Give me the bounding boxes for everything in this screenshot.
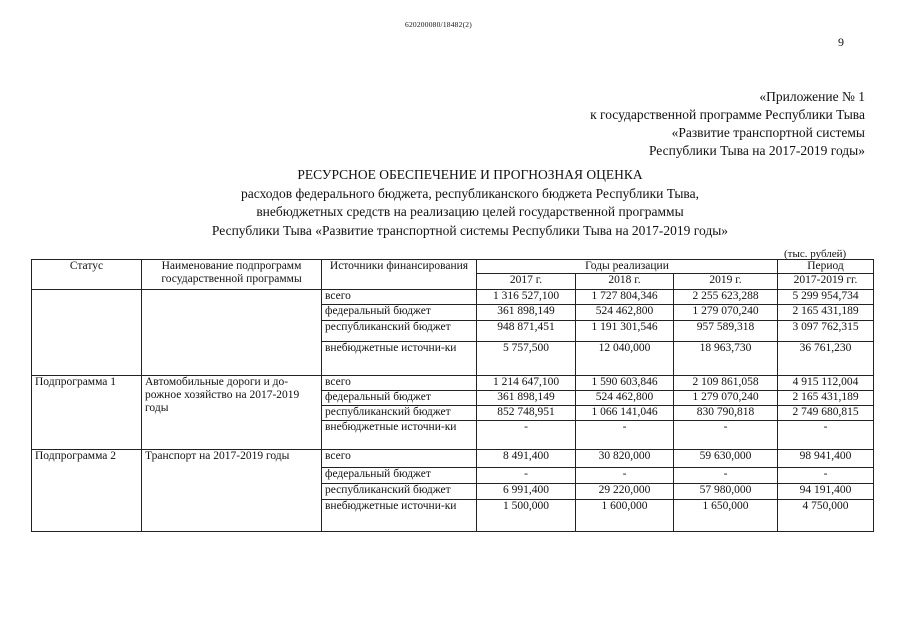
source-cell: республиканский бюджет [322, 321, 477, 342]
appendix-line: «Приложение № 1 [759, 89, 865, 104]
value-2019: 1 279 070,240 [674, 305, 778, 321]
units-label: (тыс. рублей) [784, 248, 847, 260]
group-status: Подпрограмма 1 [32, 376, 142, 450]
value-2018: 30 820,000 [576, 450, 674, 468]
header-year-2018: 2018 г. [576, 274, 674, 290]
value-total: 98 941,400 [778, 450, 874, 468]
value-2019: 1 279 070,240 [674, 391, 778, 406]
value-2017: - [477, 421, 576, 450]
source-cell: всего [322, 376, 477, 391]
header-years-group: Годы реализации [477, 260, 778, 274]
value-total: 2 165 431,189 [778, 391, 874, 406]
value-2019: - [674, 468, 778, 484]
appendix-line: Республики Тыва на 2017-2019 годы» [648, 143, 865, 158]
table-row [32, 450, 874, 468]
appendix-line: «Развитие транспортной системы [671, 125, 865, 140]
source-cell: внебюджетные источни-ки [322, 421, 477, 450]
value-2019: 830 790,818 [674, 406, 778, 421]
value-2019: 1 650,000 [674, 500, 778, 532]
value-total: - [778, 468, 874, 484]
value-2017: - [477, 468, 576, 484]
value-2018: 1 727 804,346 [576, 290, 674, 305]
value-total: 4 915 112,004 [778, 376, 874, 391]
source-cell: внебюджетные источни-ки [322, 342, 477, 376]
header-period-years: 2017-2019 гг. [778, 274, 874, 290]
value-2017: 1 500,000 [477, 500, 576, 532]
header-period: Период [778, 260, 874, 274]
title-line: расходов федерального бюджета, республиканского бюджета Республики Тыва, [241, 185, 699, 201]
document-title [120, 166, 820, 240]
resource-table [31, 259, 874, 532]
document-number: 620200080/18482(2) [405, 20, 472, 29]
value-2019: - [674, 421, 778, 450]
group-name [142, 290, 322, 376]
header-status: Статус [32, 260, 142, 290]
value-total: - [778, 421, 874, 450]
source-cell: всего [322, 290, 477, 305]
header-name: Наименование подпрограмм государственной программы [142, 260, 322, 290]
value-2017: 1 214 647,100 [477, 376, 576, 391]
value-2017: 1 316 527,100 [477, 290, 576, 305]
value-total: 4 750,000 [778, 500, 874, 532]
title-line: Республики Тыва «Развитие транспортной системы Республики Тыва на 2017-2019 годы» [211, 222, 729, 238]
source-cell: внебюджетные источни-ки [322, 500, 477, 532]
group-name: Транспорт на 2017-2019 годы [142, 450, 322, 532]
value-total: 3 097 762,315 [778, 321, 874, 342]
value-total: 94 191,400 [778, 484, 874, 500]
value-2019: 2 255 623,288 [674, 290, 778, 305]
value-2017: 361 898,149 [477, 305, 576, 321]
value-2018: - [576, 421, 674, 450]
value-total: 2 749 680,815 [778, 406, 874, 421]
value-2017: 5 757,500 [477, 342, 576, 376]
value-2019: 2 109 861,058 [674, 376, 778, 391]
source-cell: республиканский бюджет [322, 406, 477, 421]
group-status [32, 290, 142, 376]
table-row [32, 290, 874, 305]
value-2018: 524 462,800 [576, 305, 674, 321]
value-2018: 1 600,000 [576, 500, 674, 532]
value-2018: 29 220,000 [576, 484, 674, 500]
source-cell: федеральный бюджет [322, 391, 477, 406]
value-total: 36 761,230 [778, 342, 874, 376]
value-2017: 948 871,451 [477, 321, 576, 342]
value-total: 5 299 954,734 [778, 290, 874, 305]
value-2019: 57 980,000 [674, 484, 778, 500]
source-cell: федеральный бюджет [322, 468, 477, 484]
table-row [32, 376, 874, 391]
value-total: 2 165 431,189 [778, 305, 874, 321]
header-year-2019: 2019 г. [674, 274, 778, 290]
value-2017: 361 898,149 [477, 391, 576, 406]
value-2017: 6 991,400 [477, 484, 576, 500]
source-cell: всего [322, 450, 477, 468]
value-2019: 957 589,318 [674, 321, 778, 342]
group-status: Подпрограмма 2 [32, 450, 142, 532]
value-2018: 524 462,800 [576, 391, 674, 406]
page-number: 9 [838, 35, 844, 49]
appendix-heading [445, 88, 865, 160]
value-2018: 1 191 301,546 [576, 321, 674, 342]
group-name: Автомобильные дороги и до-рожное хозяйство на 2017-2019 годы [142, 376, 322, 450]
appendix-line: к государственной программе Республики Тыва [590, 107, 865, 122]
value-2018: 1 066 141,046 [576, 406, 674, 421]
header-year-2017: 2017 г. [477, 274, 576, 290]
value-2018: 12 040,000 [576, 342, 674, 376]
value-2017: 852 748,951 [477, 406, 576, 421]
value-2018: - [576, 468, 674, 484]
source-cell: федеральный бюджет [322, 305, 477, 321]
value-2019: 18 963,730 [674, 342, 778, 376]
title-line: внебюджетных средств на реализацию целей государственной программы [256, 204, 684, 219]
value-2019: 59 630,000 [674, 450, 778, 468]
value-2018: 1 590 603,846 [576, 376, 674, 391]
title-line: РЕСУРСНОЕ ОБЕСПЕЧЕНИЕ И ПРОГНОЗНАЯ ОЦЕНКА [297, 167, 643, 182]
source-cell: республиканский бюджет [322, 484, 477, 500]
header-sources: Источники финансирования [322, 260, 477, 290]
value-2017: 8 491,400 [477, 450, 576, 468]
